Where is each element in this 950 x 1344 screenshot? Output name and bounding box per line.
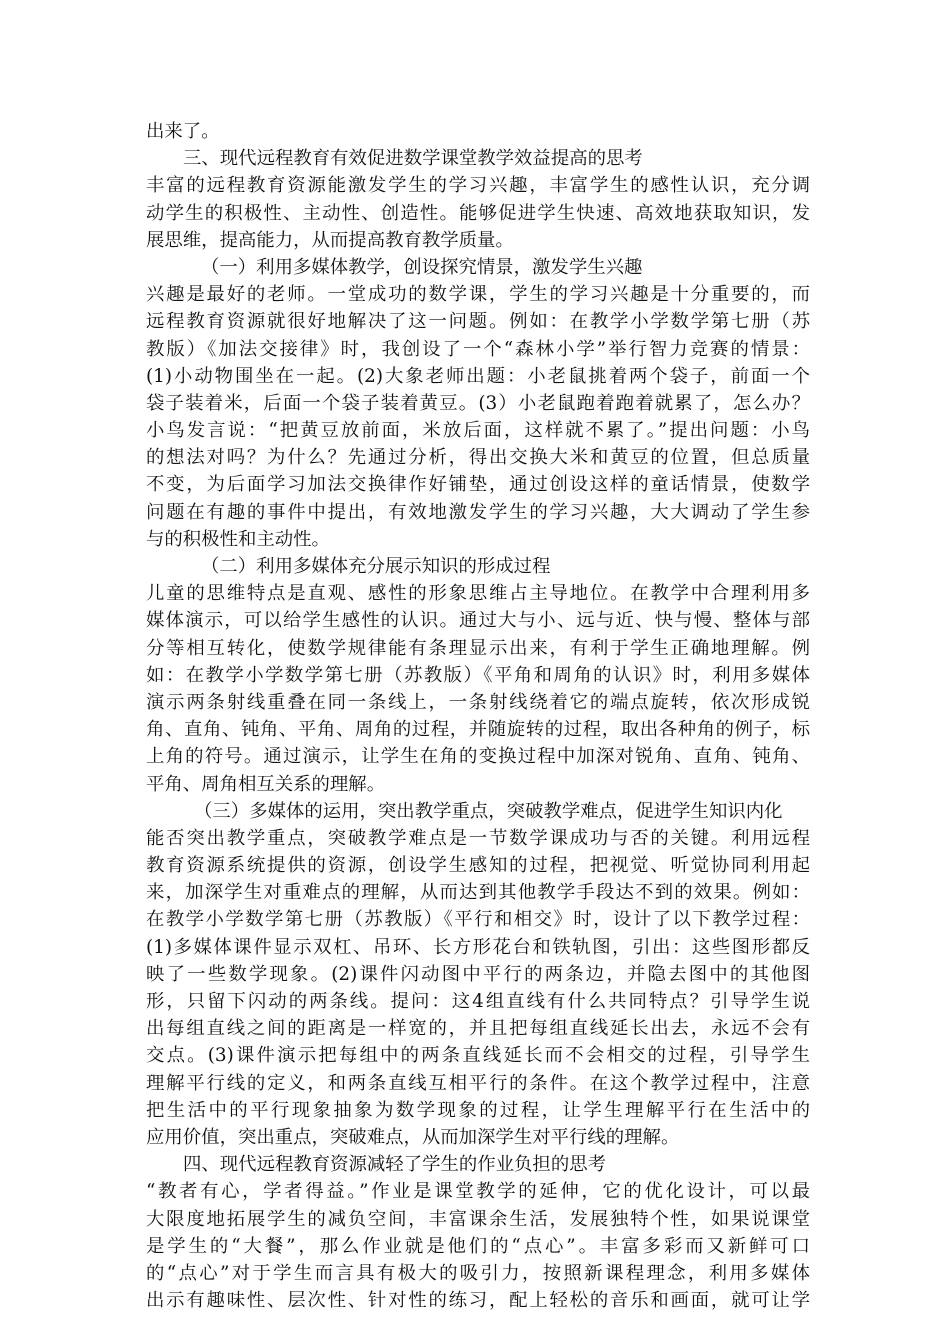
paragraph-line: 能否突出教学重点，突破教学难点是一节数学课成功与否的关键。利用远程 — [146, 827, 810, 849]
paragraph-line: 丰富的远程教育资源能激发学生的学习兴趣，丰富学生的感性认识，充分调 — [146, 175, 810, 197]
paragraph-line: 展思维，提高能力，从而提高教育教学质量。 — [146, 229, 514, 251]
paragraph-line: 角、直角、钝角、平角、周角的过程，并随旋转的过程，取出各种角的例子，标 — [146, 719, 810, 741]
paragraph-line: 出示有趣味性、层次性、针对性的练习，配上轻松的音乐和画面，就可让学 — [146, 1290, 810, 1312]
paragraph-line: “教者有心，学者得益。”作业是课堂教学的延伸，它的优化设计，可以最 — [146, 1181, 810, 1203]
paragraph-line: 在教学小学数学第七册（苏教版）《平行和相交》时，设计了以下教学过程： — [146, 909, 810, 931]
paragraph-line: 平角、周角相互关系的理解。 — [146, 773, 386, 795]
paragraph-line: 理解平行线的定义，和两条直线互相平行的条件。在这个教学过程中，注意 — [146, 1072, 810, 1094]
section-heading: 四、现代远程教育资源减轻了学生的作业负担的思考 — [183, 1154, 606, 1176]
paragraph-line: 小鸟发言说：“把黄豆放前面，米放后面，这样就不累了。”提出问题：小鸟 — [146, 420, 810, 442]
paragraph-line: 的想法对吗？为什么？先通过分析，得出交换大米和黄豆的位置，但总质量 — [146, 447, 810, 469]
paragraph-line: 映了一些数学现象。(2)课件闪动图中平行的两条边，并隐去图中的其他图 — [146, 963, 810, 985]
paragraph-line: 与的积极性和主动性。 — [146, 528, 330, 550]
paragraph-line: 教版）《加法交接律》时，我创设了一个“森林小学”举行智力竞赛的情景： — [146, 338, 810, 360]
paragraph-line: 是学生的“大餐”，那么作业就是他们的“点心”。丰富多彩而又新鲜可口 — [146, 1235, 810, 1257]
paragraph-line: 形，只留下闪动的两条线。提问：这4组直线有什么共同特点？引导学生说 — [146, 991, 810, 1012]
paragraph-line: 媒体演示，可以给学生感性的认识。通过大与小、远与近、快与慢、整体与部 — [146, 610, 810, 632]
paragraph-line: 远程教育资源就很好地解决了这一问题。例如：在教学小学数学第七册（苏 — [146, 311, 810, 333]
paragraph-line: 兴趣是最好的老师。一堂成功的数学课，学生的学习兴趣是十分重要的，而 — [146, 284, 810, 306]
section-heading: （三）多媒体的运用，突出教学重点，突破教学难点，促进学生知识内化 — [194, 800, 783, 822]
section-heading: （一）利用多媒体教学，创设探究情景，激发学生兴趣 — [201, 256, 643, 278]
paragraph-line: 教育资源系统提供的资源，创设学生感知的过程，把视觉、听觉协同利用起 — [146, 855, 810, 877]
paragraph-line: 上角的符号。通过演示，让学生在角的变换过程中加深对锐角、直角、钝角、 — [146, 746, 810, 768]
paragraph-line: 应用价值，突出重点，突破难点，从而加深学生对平行线的理解。 — [146, 1126, 680, 1148]
document-page — [146, 118, 810, 1314]
paragraph-line: 出每组直线之间的距离是一样宽的，并且把每组直线延长出去，永远不会有 — [146, 1018, 810, 1040]
paragraph-line: 把生活中的平行现象抽象为数学现象的过程，让学生理解平行在生活中的 — [146, 1099, 810, 1121]
paragraph-line: 如：在教学小学数学第七册（苏教版）《平角和周角的认识》时，利用多媒体 — [146, 664, 810, 686]
section-heading: （二）利用多媒体充分展示知识的形成过程 — [201, 556, 551, 577]
paragraph-line: 交点。(3)课件演示把每组中的两条直线延长而不会相交的过程，引导学生 — [146, 1045, 810, 1067]
paragraph-line: 的“点心”对于学生而言具有极大的吸引力，按照新课程理念，利用多媒体 — [146, 1262, 810, 1284]
paragraph-line: (1)多媒体课件显示双杠、吊环、长方形花台和铁轨图，引出：这些图形都反 — [146, 936, 810, 958]
paragraph-line: 演示两条射线重叠在同一条线上，一条射线绕着它的端点旋转，依次形成锐 — [146, 691, 810, 713]
paragraph-line: 不变，为后面学习加法交换律作好铺垫，通过创设这样的童话情景，使数学 — [146, 474, 810, 496]
paragraph-line: 分等相互转化，使数学规律能有条理显示出来，有利于学生正确地理解。例 — [146, 637, 810, 659]
paragraph-line: 问题在有趣的事件中提出，有效地激发学生的学习兴趣，大大调动了学生参 — [146, 501, 810, 523]
paragraph-line: 袋子装着米，后面一个袋子装着黄豆。(3）小老鼠跑着跑着就累了，怎么办？ — [146, 392, 810, 414]
paragraph-line: (1)小动物围坐在一起。(2)大象老师出题：小老鼠挑着两个袋子，前面一个 — [146, 365, 810, 387]
paragraph-line: 大限度地拓展学生的减负空间，丰富课余生活，发展独特个性，如果说课堂 — [146, 1208, 810, 1230]
section-heading: 三、现代远程教育有效促进数学课堂教学效益提高的思考 — [183, 148, 643, 170]
paragraph-line: 来，加深学生对重难点的理解，从而达到其他教学手段达不到的效果。例如： — [146, 882, 810, 904]
paragraph-line: 出来了。 — [146, 121, 220, 142]
paragraph-line: 儿童的思维特点是直观、感性的形象思维占主导地位。在教学中合理利用多 — [146, 583, 810, 605]
paragraph-line: 动学生的积极性、主动性、创造性。能够促进学生快速、高效地获取知识，发 — [146, 202, 810, 224]
